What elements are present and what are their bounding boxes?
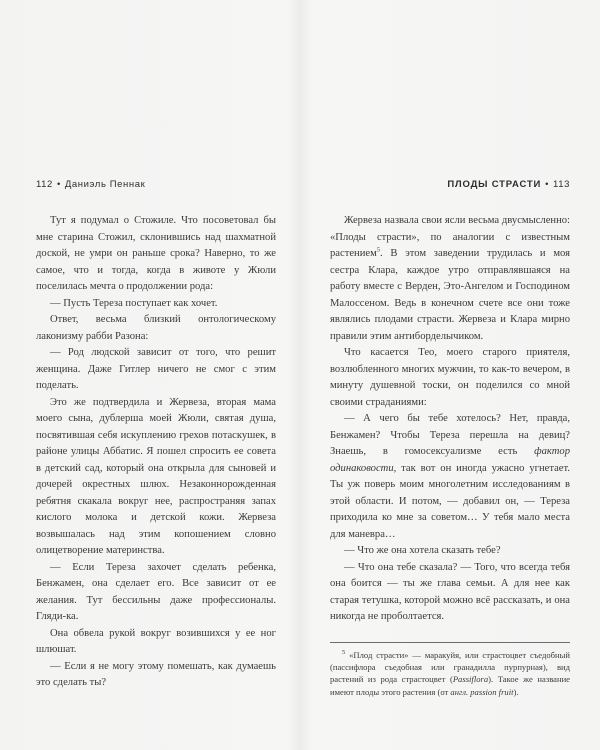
left-paragraph: Ответ, весьма близкий онтологическому лаконизму рабби Разона: — [36, 314, 276, 342]
footnote — [330, 649, 570, 699]
right-head-separator: • — [545, 179, 550, 190]
left-head-separator: • — [56, 179, 61, 190]
paragraph-text: — А чего бы тебе хотелось? Нет, правда, Бенжамен? Чтобы Тереза перешла на девиц? Знаешь, в гомосексуализме есть — [330, 413, 570, 457]
right-paragraph: Что касается Тео, моего старого приятеля, возлюбленного многих мужчин, то как-то вечером, в минуту душевной тоски, он поделился со мной своими страданиями: — [330, 347, 570, 408]
footnote-text: ). — [513, 686, 519, 697]
right-page-number: 113 — [553, 179, 570, 190]
author-name: Даниэль Пеннак — [64, 179, 146, 190]
left-paragraph: — Если Тереза захочет сделать ребенка, Бенжамен, она сделает его. Все зависит от ее желания. Тут бессильны даже профессионалы. Гляди-ка. — [36, 561, 276, 622]
right-paragraph — [330, 213, 570, 345]
right-paragraph: — Что же она хотела сказать тебе? — [344, 545, 501, 556]
paragraph-text: . В этом заведении трудилась и моя сестра Клара, каждое утро отправлявшаяся на работу вместе с Верден, Это-Ангелом и Господином Малоссеном. Ведь в конечном счете все они тоже являлись плодами страсти. Жервеза и Клара мирно правили этим антиборделычиком. — [330, 248, 570, 342]
footnote-marker: 5 — [376, 246, 381, 254]
left-paragraph: — Род людской зависит от того, что решит женщина. Даже Гитлер ничего не смог с этим поделать. — [36, 347, 276, 391]
footnote-emphasis: англ. passion fruit — [450, 686, 514, 697]
left-paragraph: Она обвела рукой вокруг возившихся у ее ног шлюшат. — [36, 627, 276, 655]
left-paragraph: — Если я не могу этому помешать, как думаешь это сделать ты? — [36, 660, 276, 688]
left-paragraph: Это же подтвердила и Жервеза, вторая мама моего сына, дублерша моей Жюли, святая душа, посвятившая себя искуплению грехов потаскушек, в районе улицы Аббатис. Я пошел спросить ее совета в детский сад, который она открыла для сыновей и дочерей окрестных шлюх. Незаконнорожденная ребятня скакала вокруг нее, распространяя запах кислого молока и детской кожи. Жервеза возвышалась над этим копошением словно олицетворение материнства. — [36, 396, 276, 556]
paragraph-text: , так вот он иногда ужасно угнетает. Ты уж поверь моим многолетним исследованиям в этой области. И потом, — добавил он, — Тереза приходила ко мне за советом… У тебя мало места для маневра… — [330, 462, 570, 540]
chapter-title: ПЛОДЫ СТРАСТИ — [447, 179, 542, 190]
left-body-text — [36, 213, 276, 692]
footnote-emphasis: Passiflora — [452, 674, 489, 685]
footnote-number: 5 — [342, 648, 346, 656]
right-body-text — [330, 213, 570, 626]
left-page-number: 112 — [36, 179, 53, 190]
right-paragraph — [330, 411, 570, 543]
left-running-head — [36, 178, 276, 192]
footnote-divider — [330, 642, 570, 643]
emphasis-text: фактор одинаковости — [330, 446, 570, 474]
right-running-head — [330, 178, 570, 192]
footnote-text: «Плод страсти» — маракуйя, или страстоцвет съедобный (пассифлора съедобная или гранадилла пурпурная), вид растений из рода страстоцвет ( — [330, 649, 570, 685]
paragraph-text: Жервеза назвала свои ясли весьма двусмысленно: «Плоды страсти», по аналогии с известным растением — [330, 215, 570, 259]
left-page — [36, 178, 276, 692]
footnote-text: ). Такое же название имеют плоды этого растения (от — [330, 674, 570, 697]
right-page — [330, 178, 570, 698]
left-paragraph: — Пусть Тереза поступает как хочет. — [50, 297, 218, 309]
left-paragraph: Тут я подумал о Стожиле. Что посоветовал бы мне старина Стожил, склонившись над шахматной доской, не умри он раньше срока? Наверно, то же самое, что и тогда, когда в животе у Жюли поселилась мечта о продолжении рода: — [36, 215, 276, 292]
right-paragraph: — Что она тебе сказала? — Того, что всегда тебя она боится — ты же глава семьи. А для нее как старая тетушка, которой можно всё рассказать, и она никогда не проболтается. — [330, 561, 570, 622]
